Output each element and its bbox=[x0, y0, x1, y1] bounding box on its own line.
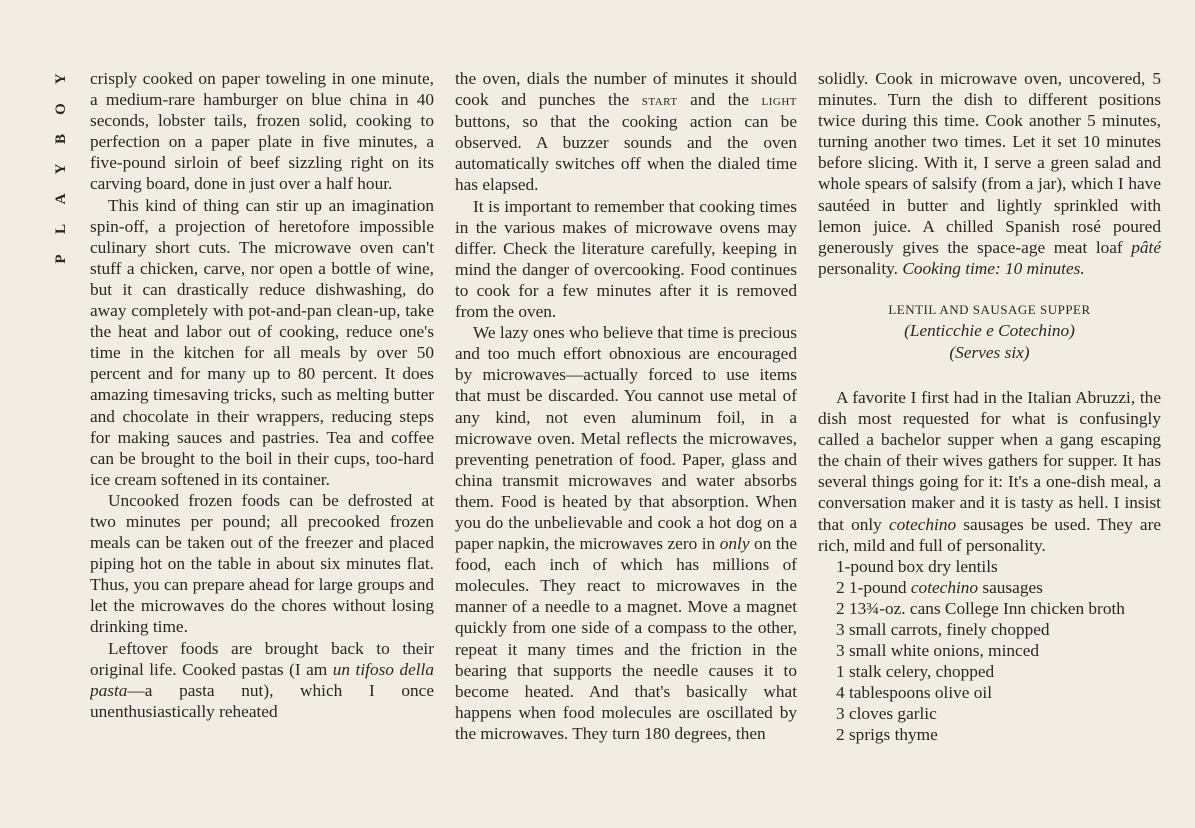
paragraph bbox=[818, 68, 1161, 279]
text-run: Leftover foods are brought back to their original life. Cooked pastas (I am bbox=[90, 638, 434, 679]
text-run: the oven, dials the number of minutes it should cook and punches the bbox=[455, 69, 797, 110]
paragraph: It is important to remember that cooking times in the various makes of microwave ovens may differ. Check the literature carefully, keeping in mind the danger of overcooking. Food continues to cook for a few minutes after it is removed from the oven. bbox=[455, 196, 797, 322]
italic-run: un tifoso della pasta bbox=[90, 659, 434, 700]
ingredient-item: 3 cloves garlic bbox=[836, 703, 937, 723]
small-caps-run: start bbox=[641, 92, 678, 110]
paragraph bbox=[455, 322, 797, 744]
ingredient-item: 3 small white onions, minced bbox=[836, 640, 1040, 660]
text-run: solidly. Cook in microwave oven, uncovered, 5 minutes. Turn the dish to different positions twice during this time. Cook another 5 minutes, turning another two times. Let it set 10 minutes before slicing. With it, I serve a green salad and whole spears of salsify (from a jar), which I have sautéed in butter and lightly sprinkled with lemon juice. A chilled Spanish rosé poured generously gives the space-age meat loaf bbox=[818, 69, 1161, 257]
ingredient-item: 2 sprigs thyme bbox=[836, 724, 938, 744]
text-run: sausages bbox=[978, 577, 1043, 597]
side-letter: L bbox=[53, 224, 69, 235]
italic-run: Cooking time: 10 minutes. bbox=[902, 258, 1085, 278]
column-right bbox=[818, 68, 1161, 828]
side-letter: O bbox=[53, 103, 69, 115]
paragraph bbox=[818, 387, 1161, 556]
magazine-name-vertical bbox=[50, 64, 72, 274]
text-run: personality. bbox=[818, 258, 903, 278]
recipe-heading bbox=[818, 300, 1161, 364]
side-letter: Y bbox=[53, 73, 69, 85]
text-run: —a pasta nut), which I once unenthusiastically reheated bbox=[90, 680, 434, 721]
paragraph: crisply cooked on paper toweling in one minute, a medium-rare hamburger on blue china in 40 seconds, lobster tails, frozen solid, cooking to perfection on a paper plate in five minutes, a five-pound sirloin of beef sizzling right on its carving board, done in just over a half hour. bbox=[90, 69, 434, 194]
small-caps-run: light bbox=[761, 92, 797, 110]
paragraph bbox=[90, 638, 434, 722]
recipe-subtitle: (Lenticchie e Cotechino) bbox=[904, 320, 1075, 340]
text-run: A favorite I first had in the Italian Abruzzi, the dish most requested for what is confusingly called a bachelor supper when a gang escaping the chain of their wives gathers for supper. It has several things going for it: It's a one-dish meal, a conversation maker and it is tasty as hell. I insist that only bbox=[818, 387, 1161, 534]
paragraph: This kind of thing can stir up an imagination spin-off, a projection of heretofore impossible culinary short cuts. The microwave oven can't stuff a chicken, carve, nor open a bottle of wine, but it can drastically reduce dishwashing, do away completely with pot-and-pan clean-up, take the heat and labor out of cooking, reduce one's time in the kitchen for all meals by over 50 percent and for many up to 80 percent. It does amazing timesaving tricks, such as melting butter and chocolate in their wrappers, reducing steps for making sauces and pastries. Tea and coffee can be brought to the boil in their cups, too-hard ice cream softened in its container. bbox=[90, 195, 434, 489]
ingredient-item: 4 tablespoons olive oil bbox=[836, 682, 992, 702]
italic-run: cotechino bbox=[888, 514, 957, 534]
text-run: and the bbox=[677, 90, 762, 110]
italic-run: pâté bbox=[1131, 237, 1161, 257]
recipe-serves: (Serves six) bbox=[949, 342, 1030, 362]
italic-run: only bbox=[719, 534, 750, 554]
text-run: on the food, each inch of which has millions of molecules. They react to microwaves in the manner of a needle to a magnet. Move a magnet quickly from one side of a compass to the other, repeat it many times and the friction in the bearing that supports the needle causes it to become heated. And that's basically what happens when food molecules are oscillated by the microwaves. They turn 180 degrees, then bbox=[455, 534, 797, 743]
side-letter: P bbox=[53, 254, 69, 264]
text-run: buttons, so that the cooking action can be observed. A buzzer sounds and the oven automatically switches off when the dialed time has elapsed. bbox=[455, 112, 797, 195]
side-letter: A bbox=[53, 193, 69, 205]
side-letter: Y bbox=[53, 163, 69, 175]
ingredient-item: 2 13¾-oz. cans College Inn chicken broth bbox=[836, 598, 1125, 618]
text-run: 2 1-pound bbox=[836, 577, 911, 597]
text-run: sausages be used. They are rich, mild and full of personality. bbox=[818, 514, 1161, 555]
ingredient-item bbox=[836, 577, 1161, 598]
ingredient-item: 1-pound box dry lentils bbox=[836, 556, 998, 576]
paragraph bbox=[455, 68, 797, 196]
ingredient-item: 1 stalk celery, chopped bbox=[836, 661, 995, 681]
text-run: We lazy ones who believe that time is precious and too much effort obnoxious are encouraged by microwaves—actually forced to use items that must be discarded. You cannot use metal of any kind, not even aluminum foil, in a microwave oven. Metal reflects the microwaves, preventing penetration of food. Paper, glass and china transmit microwaves and water absorbs them. Food is heated by that absorption. When you do the unbelievable and cook a hot dog on a paper napkin, the microwaves zero in bbox=[455, 323, 797, 554]
ingredient-item: 3 small carrots, finely chopped bbox=[836, 619, 1050, 639]
paragraph: Uncooked frozen foods can be defrosted at two minutes per pound; all precooked frozen meals can be taken out of the freezer and placed piping hot on the table in about six minutes flat. Thus, you can prepare ahead for large groups and let the microwaves do the chores without losing drinking time. bbox=[90, 490, 434, 637]
side-letter: B bbox=[53, 134, 69, 145]
italic-run: cotechino bbox=[910, 577, 979, 597]
ingredient-list bbox=[818, 556, 1161, 745]
column-left bbox=[90, 68, 434, 828]
recipe-title: LENTIL AND SAUSAGE SUPPER bbox=[888, 301, 1091, 317]
column-middle bbox=[455, 68, 797, 828]
